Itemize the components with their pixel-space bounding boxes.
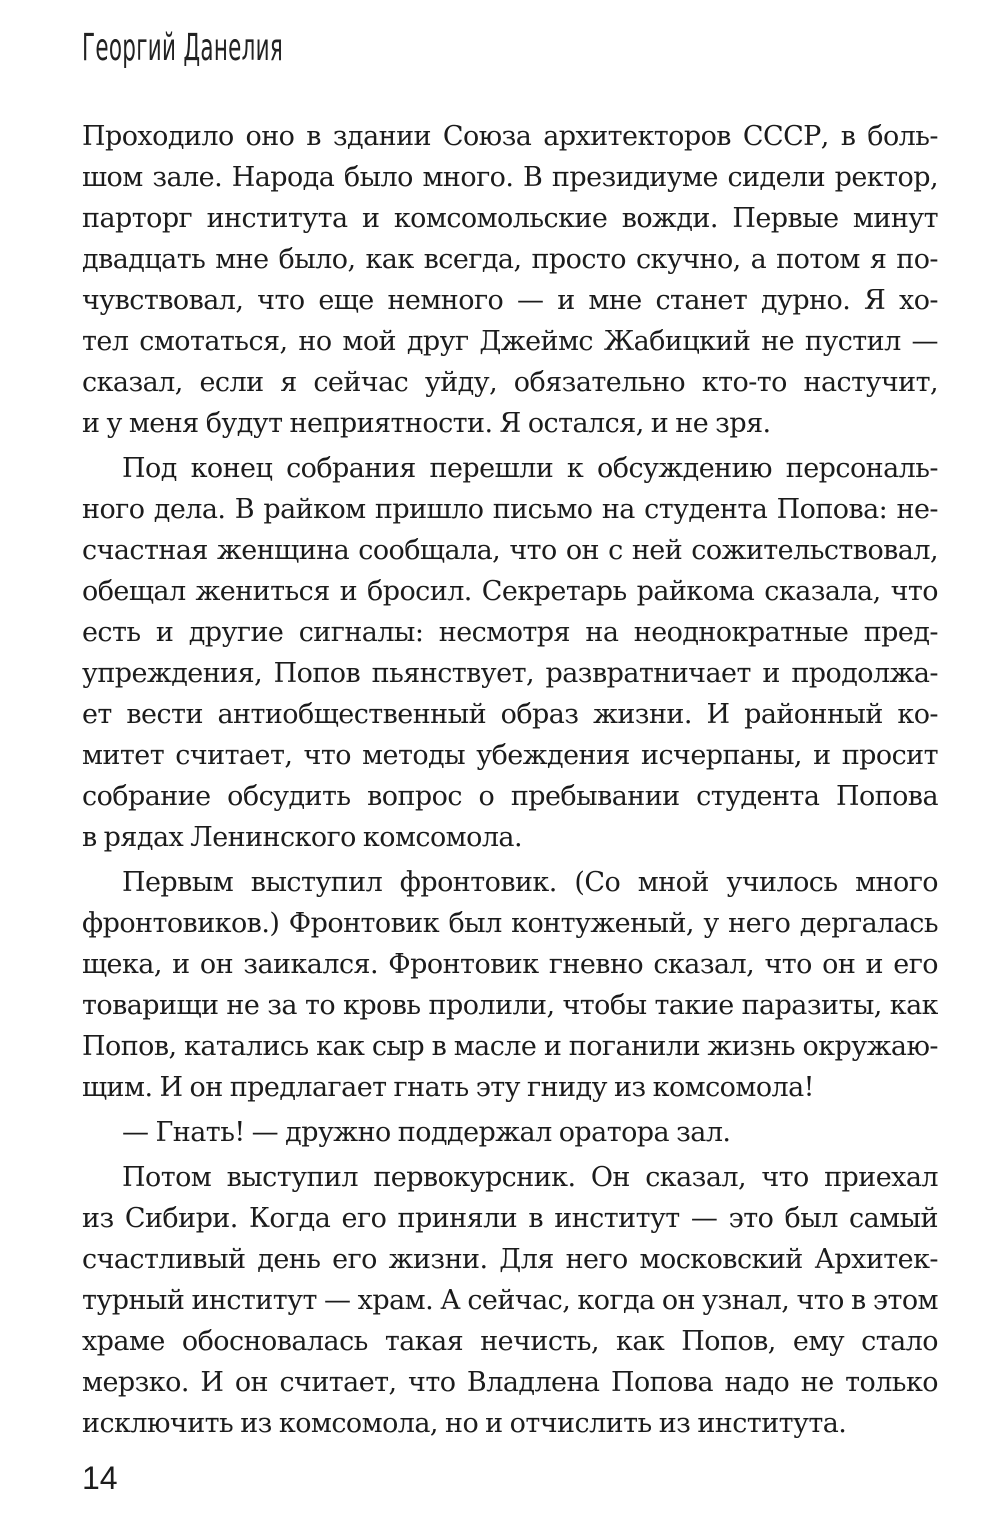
text-line: шом зале. Народа было много. В президиуме сидели ректор, <box>82 162 938 193</box>
text-line: щим. И он предлагает гнать эту гниду из комсомола! <box>82 1072 814 1103</box>
text-line: митет считает, что методы убеждения исчерпаны, и просит <box>82 740 938 771</box>
text-line: двадцать мне было, как всегда, просто скучно, а потом я по- <box>82 244 938 275</box>
page-body-text <box>82 116 938 1448</box>
text-line: турный институт — храм. А сейчас, когда он узнал, что в этом <box>82 1285 938 1316</box>
text-line: Первым выступил фронтовик. (Со мной училось много <box>122 867 938 898</box>
text-line: счастливый день его жизни. Для него московский Архитек- <box>82 1244 938 1275</box>
text-line: есть и другие сигналы: несмотря на неоднократные пред- <box>82 617 938 648</box>
text-line: и у меня будут неприятности. Я остался, и не зря. <box>82 408 771 439</box>
text-line: чувствовал, что еще немного — и мне станет дурно. Я хо- <box>82 285 938 316</box>
paragraph-2 <box>82 448 938 858</box>
text-line: упреждения, Попов пьянствует, развратничает и продолжа- <box>82 658 938 689</box>
text-line: ного дела. В райком пришло письмо на студента Попова: не- <box>82 494 938 525</box>
text-line: — Гнать! — дружно поддержал оратора зал. <box>122 1117 731 1148</box>
paragraph-3 <box>82 862 938 1108</box>
text-line: щека, и он заикался. Фронтовик гневно сказал, что он и его <box>82 949 938 980</box>
text-line: тел смотаться, но мой друг Джеймс Жабицкий не пустил — <box>82 326 938 357</box>
text-line: исключить из комсомола, но и отчислить из института. <box>82 1408 847 1439</box>
paragraph-5 <box>82 1157 938 1444</box>
page-number: 14 <box>82 1460 118 1496</box>
text-line: в рядах Ленинского комсомола. <box>82 822 523 853</box>
text-line: сказал, если я сейчас уйду, обязательно кто-то настучит, <box>82 367 938 398</box>
text-line: собрание обсудить вопрос о пребывании студента Попова <box>82 781 938 812</box>
text-line: мерзко. И он считает, что Владлена Попова надо не только <box>82 1367 938 1398</box>
text-line: Проходило оно в здании Союза архитекторов СССР, в боль- <box>82 121 938 152</box>
text-line: Попов, катались как сыр в масле и поганили жизнь окружаю- <box>82 1031 938 1062</box>
text-line: ет вести антиобщественный образ жизни. И районный ко- <box>82 699 938 730</box>
text-line: из Сибири. Когда его приняли в институт — это был самый <box>82 1203 938 1234</box>
text-line: парторг института и комсомольские вожди. Первые минут <box>82 203 938 234</box>
text-line: храме обосновалась такая нечисть, как Попов, ему стало <box>82 1326 938 1357</box>
text-line: фронтовиков.) Фронтовик был контуженый, у него дергалась <box>82 908 938 939</box>
running-head-author: Георгий Данелия <box>82 26 284 69</box>
paragraph-1 <box>82 116 938 444</box>
text-line: обещал жениться и бросил. Секретарь райкома сказала, что <box>82 576 938 607</box>
text-line: Под конец собрания перешли к обсуждению персональ- <box>122 453 938 484</box>
text-line: счастная женщина сообщала, что он с ней сожительствовал, <box>82 535 938 566</box>
text-line: товарищи не за то кровь пролили, чтобы такие паразиты, как <box>82 990 938 1021</box>
paragraph-4-dialogue <box>82 1112 938 1153</box>
text-line: Потом выступил первокурсник. Он сказал, что приехал <box>122 1162 938 1193</box>
